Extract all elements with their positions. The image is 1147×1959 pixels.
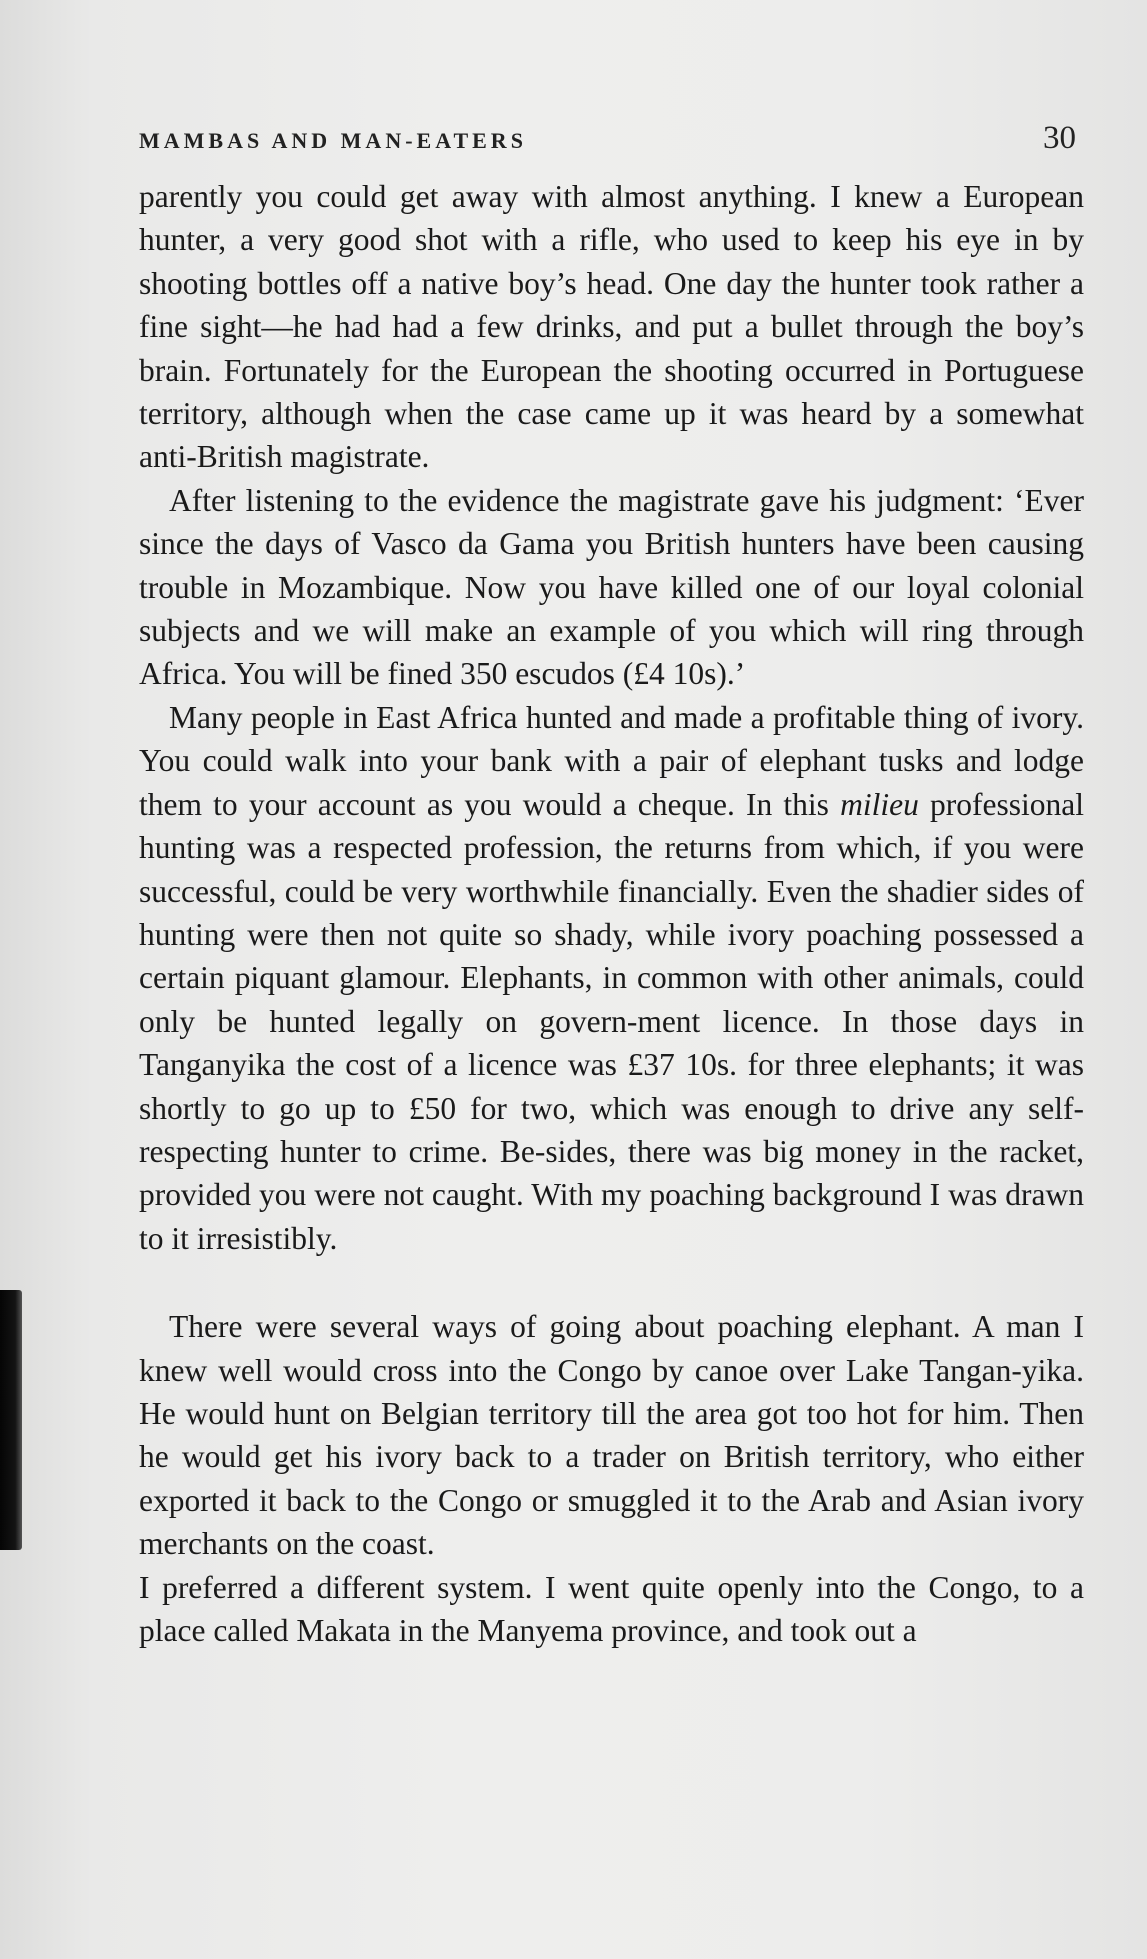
body-text xyxy=(139,175,1084,1652)
paragraph-3 xyxy=(139,696,1084,1260)
paragraph-3-text-b: professional hunting was a respected profession, the returns from which, if you were successful, could be very worthwhile financially. Even the shadier sides of hunting were then not quite so shady, while ivory poaching possessed a certain piquant glamour. Elephants, in common with other animals, could only be hunted legally on govern-ment licence. In those days in Tanganyika the cost of a licence was £37 10s. for three elephants; it was shortly to go up to £50 for two, which was enough to drive any self-respecting hunter to crime. Be-sides, there was big money in the racket, provided you were not caught. With my poaching background I was drawn to it irresistibly. xyxy=(139,786,1084,1256)
page-number: 30 xyxy=(1043,120,1076,156)
paragraph-3-text-a: Many people in East Africa hunted and made a profitable thing of ivory. You could walk into your bank with a pair of elephant tusks and lodge them to your account as you would a cheque. In this xyxy=(139,699,1084,822)
paragraph-1: parently you could get away with almost anything. I knew a European hunter, a very good shot with a rifle, who used to keep his eye in by shooting bottles off a native boy’s head. One day the hunter took rather a fine sight—he had had a few drinks, and put a bullet through the boy’s brain. Fortunately for the European the shooting occurred in Portuguese territory, although when the case came up it was heard by a somewhat anti-British magistrate. xyxy=(139,179,1084,475)
paragraph-2: After listening to the evidence the magistrate gave his judgment: ‘Ever since the days of Vasco da Gama you British hunters have been causing trouble in Mozambique. Now you have killed one of our loyal colonial subjects and we will make an example of you which will ring through Africa. You will be fined 350 escudos (£4 10s).’ xyxy=(139,482,1084,692)
running-header xyxy=(139,120,1076,160)
paragraph-3-italic-word: milieu xyxy=(840,786,919,822)
running-title: MAMBAS AND MAN-EATERS xyxy=(139,128,527,153)
paragraph-4: There were several ways of going about poaching elephant. A man I knew well would cross into the Congo by canoe over Lake Tangan-yika. He would hunt on Belgian territory till the area got too hot for him. Then he would get his ivory back to a trader on British territory, who either exported it back to the Congo or smuggled it to the Arab and Asian ivory merchants on the coast. xyxy=(139,1309,1084,1562)
facing-page-edge xyxy=(0,1290,22,1550)
paragraph-5: I preferred a different system. I went quite openly into the Congo, to a place called Makata in the Manyema province, and took out a xyxy=(139,1569,1084,1648)
